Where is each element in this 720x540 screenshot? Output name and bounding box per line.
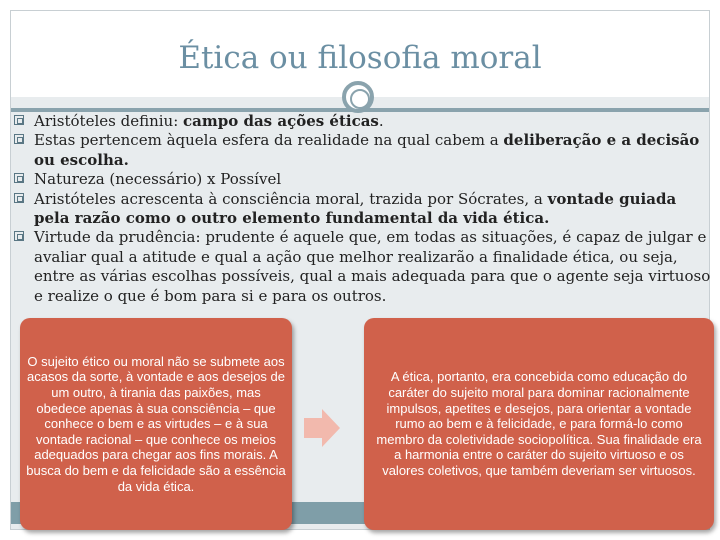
bullet-list: [12, 112, 712, 306]
bullet-item: [12, 190, 712, 229]
bullet-text-4-bold: vontade guiada pela razão como o outro elemento fundamental da vida ética.: [34, 189, 677, 228]
checkbox-bullet-icon: [14, 173, 24, 183]
checkbox-bullet-icon: [14, 193, 24, 203]
bullet-item: [12, 112, 712, 131]
bullet-text-3: Natureza (necessário) x Possível: [34, 170, 282, 189]
bullet-item: [12, 170, 712, 189]
checkbox-bullet-icon: [14, 115, 24, 125]
right-arrow-icon: [304, 409, 340, 447]
right-callout-text: A ética, portanto, era concebida como educação do caráter do sujeito moral para dominar racionalmente impulsos, apetites e desejos, para orientar a vontade rumo ao bem e à felicidade, e para formá-lo como membro da coletividade sociopolítica. Sua finalidade era a harmonia entre o caráter do sujeito virtuoso e os valores coletivos, que também deveriam ser virtuosos.: [376, 369, 702, 478]
checkbox-bullet-icon: [14, 134, 24, 144]
left-callout-text: O sujeito ético ou moral não se submete aos acasos da sorte, à vontade e aos desejos de um outro, à tirania das paixões, mas obedece apenas à sua consciência – que conhece o bem e as virtudes – e à sua vontade racional – que conhece os meios adequados para chegar aos fins morais. A busca do bem e da felicidade são a essência da vida ética.: [26, 353, 286, 494]
bullet-text-2-bold: deliberação e a decisão ou escolha.: [34, 131, 700, 169]
slide-title: Ética ou filosofia moral: [178, 40, 542, 76]
ring-ornament-icon: [342, 81, 374, 113]
bullet-item: [12, 228, 712, 306]
bullet-text-1-bold: campo das ações éticas: [183, 112, 379, 130]
bullet-text-1: Aristóteles definiu:: [34, 112, 184, 130]
checkbox-bullet-icon: [14, 231, 24, 241]
bullet-item: [12, 131, 712, 170]
bullet-text-4: Aristóteles acrescenta à consciência moral, trazida por Sócrates, a: [34, 189, 548, 208]
bullet-text-5: Virtude da prudência: prudente é aquele que, em todas as situações, é capaz de julgar e avaliar qual a atitude e qual a ação que melhor realizarão a finalidade ética, ou seja, entre as várias escolhas possíveis, qual a mais adequada para que o agente seja virtuoso e realize o que é bom para si e para os outros.: [34, 228, 711, 305]
bullet-text-1-end: .: [378, 112, 384, 130]
bullet-text-2: Estas pertencem àquela esfera da realidade na qual cabem a: [34, 131, 504, 150]
right-callout-box: [364, 318, 714, 530]
left-callout-box: [20, 318, 292, 530]
